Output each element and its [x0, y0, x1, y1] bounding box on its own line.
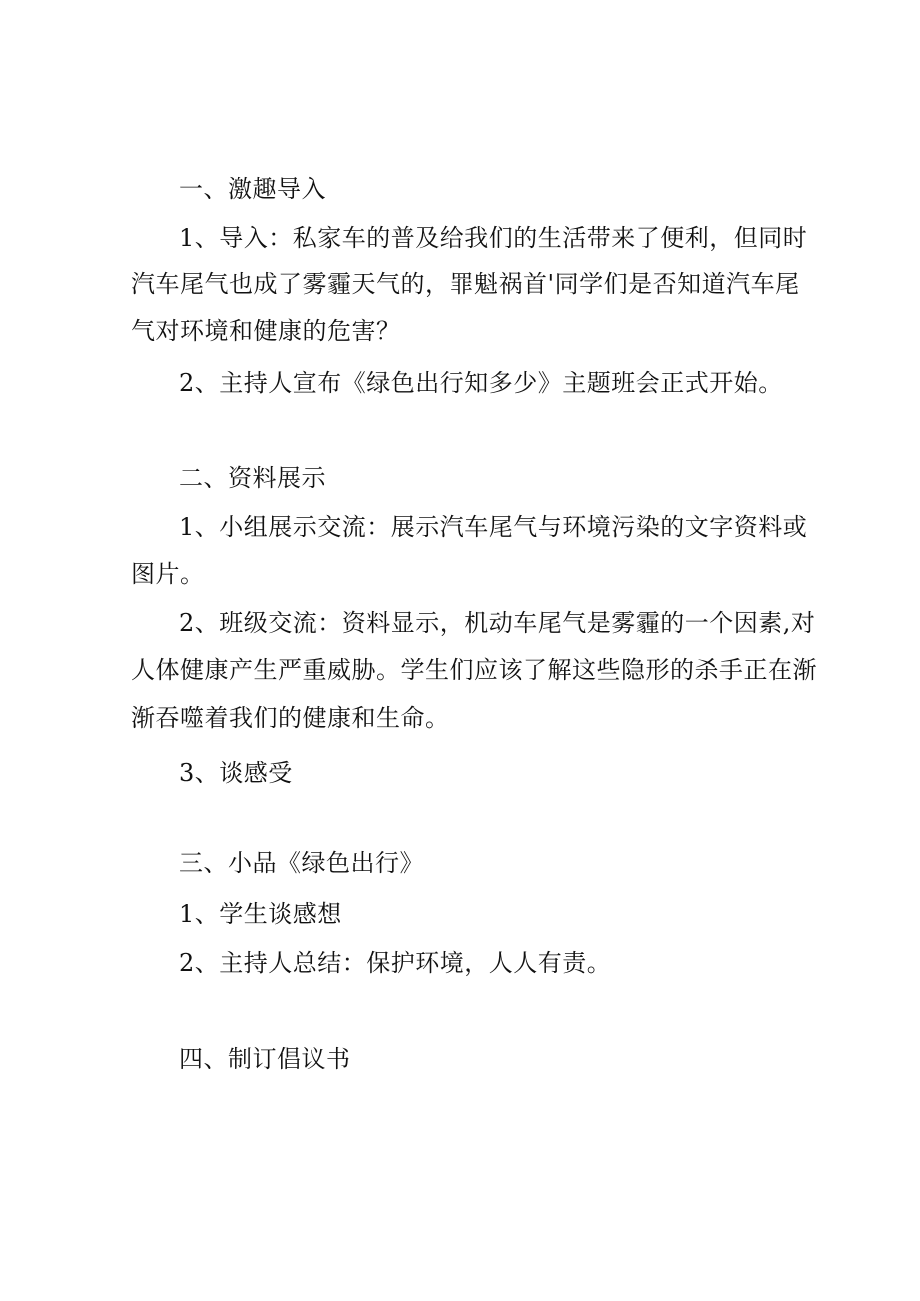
paragraph-line: 1、小组展示交流：展示汽车尾气与环境污染的文字资料或 — [179, 513, 808, 541]
section-heading-3: 三、小品《绿色出行》 — [179, 849, 424, 877]
paragraph-line: 汽车尾气也成了雾霾天气的，罪魁祸首'同学们是否知道汽车尾 — [131, 270, 800, 298]
paragraph-line: 2、主持人宣布《绿色出行知多少》主题班会正式开始。 — [179, 369, 783, 397]
section-heading-2: 二、资料展示 — [179, 464, 326, 492]
paragraph-line: 3、谈感受 — [179, 759, 293, 787]
paragraph-line: 图片。 — [131, 560, 205, 588]
paragraph-line: 人体健康产生严重威胁。学生们应该了解这些隐形的杀手正在渐 — [131, 656, 817, 684]
section-heading-4: 四、制订倡议书 — [179, 1045, 351, 1073]
paragraph-line: 1、学生谈感想 — [179, 900, 342, 928]
paragraph-line: 1、导入：私家车的普及给我们的生活带来了便利，但同时 — [179, 224, 808, 252]
paragraph-line: 气对环境和健康的危害？ — [131, 317, 401, 345]
paragraph-line: 2、主持人总结：保护环境，人人有责。 — [179, 949, 612, 977]
section-heading-1: 一、激趣导入 — [179, 175, 326, 203]
paragraph-line: 2、班级交流：资料显示，机动车尾气是雾霾的一个因素,对 — [179, 609, 816, 637]
paragraph-line: 渐吞噬着我们的健康和生命。 — [131, 704, 450, 732]
